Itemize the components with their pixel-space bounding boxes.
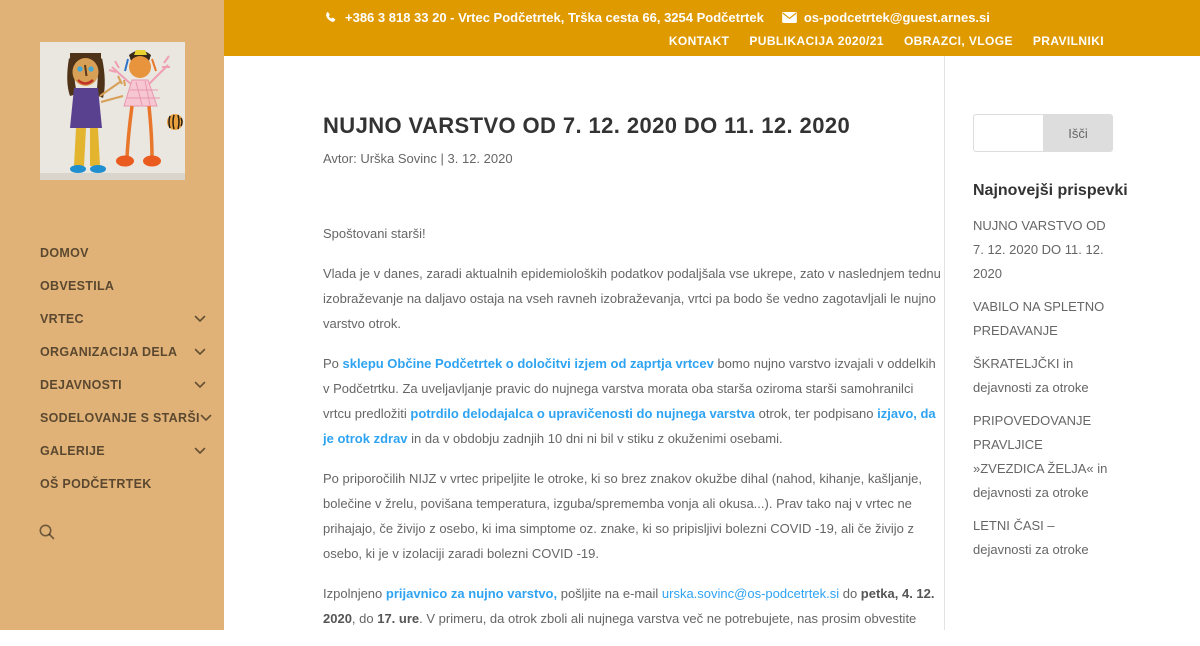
sidebar-item-organizacija-dela[interactable] (40, 345, 206, 359)
article-link[interactable]: potrdilo delodajalca o upravičenosti do nujnega varstva (410, 406, 755, 421)
article-link[interactable]: urska.sovinc@os-podcetrtek.si (661, 586, 840, 601)
article-text: in da v obdobju zadnjih 10 dni ni bil v stiku z okuženimi osebami. (407, 431, 783, 446)
phone-text: +386 3 818 33 20 - Vrtec Podčetrtek, Trška cesta 66, 3254 Podčetrtek (345, 10, 764, 25)
phone-icon (324, 11, 338, 25)
sidebar-item-label: VRTEC (40, 312, 84, 326)
topbar-nav-obrazci-vloge[interactable]: OBRAZCI, VLOGE (903, 34, 1013, 48)
chevron-down-icon[interactable] (194, 315, 206, 323)
article-text: Izpolnjeno (323, 586, 386, 601)
topbar-nav (669, 34, 1104, 48)
article-text: , do (351, 611, 378, 626)
search-input[interactable] (973, 114, 1043, 152)
recent-posts-list (973, 214, 1113, 562)
email-text: os-podcetrtek@guest.arnes.si (803, 10, 990, 25)
page-title: NUJNO VARSTVO OD 7. 12. 2020 DO 11. 12. 2020 (323, 113, 851, 138)
chevron-down-icon[interactable] (194, 381, 206, 389)
recent-post-link[interactable]: VABILO NA SPLETNO PREDAVANJE (973, 299, 1105, 338)
sidebar-item-galerije[interactable] (40, 444, 206, 458)
sidebar-item-label: SODELOVANJE S STARŠI (40, 411, 200, 425)
article-text: do (839, 586, 861, 601)
sidebar-item-label: ORGANIZACIJA DELA (40, 345, 178, 359)
phone-info (324, 10, 764, 25)
article-text: pošljite na e-mail (557, 586, 662, 601)
article-link[interactable]: sklepu Občine Podčetrtek o določitvi izjem od zaprtja vrtcev (342, 356, 714, 371)
article-bold-text: petka, 4. 12. 2020 (323, 586, 935, 626)
sidebar-item-dejavnosti[interactable] (40, 378, 206, 392)
article (323, 110, 943, 646)
sidebar-item-label: OŠ PODČETRTEK (40, 477, 152, 491)
post-meta: Avtor: Urška Sovinc | 3. 12. 2020 (323, 151, 513, 166)
sidebar-menu (40, 246, 206, 510)
sidebar-item-o-pod-etrtek[interactable] (40, 477, 206, 491)
article-bold-text: 17. ure (377, 611, 420, 626)
article-text: Vlada je v danes, zaradi aktualnih epidemioloških podatkov podaljšala vse ukrepe, zato v naslednjem tednu izobraževanje na daljavo ostaja na vseh ravneh izobraževanja, vrtci pa bodo še vedno zagotavljali le nujno varstvo otrok. (323, 266, 941, 331)
email-link[interactable] (782, 10, 990, 25)
site-logo[interactable] (40, 42, 185, 180)
sidebar-item-label: GALERIJE (40, 444, 105, 458)
article-paragraph (323, 221, 943, 246)
article-text: Po priporočilih NIJZ v vrtec pripeljite le otroke, ki so brez znakov okužbe dihal (nahod, kihanje, kašljanje, bolečine v žrelu, povišana temperatura, izguba/sprememba vonja ali okusa...). Prav tako naj v vrtec ne prihajajo, če živijo z osebo, ki ima simptome oz. znake, ki so pripisljivi bolezni COVID -19, ali če živijo z osebo, ki je v izolaciji zaradi bolezni COVID -19. (323, 471, 923, 561)
sidebar-item-label: OBVESTILA (40, 279, 115, 293)
article-body (323, 221, 943, 631)
sidebar-item-label: DEJAVNOSTI (40, 378, 122, 392)
article-text: otrok, ter podpisano (755, 406, 878, 421)
chevron-down-icon[interactable] (200, 414, 212, 422)
logo-image (40, 42, 185, 180)
topbar (224, 0, 1200, 56)
article-text: . V primeru, da otrok zboli ali nujnega varstva več ne potrebujete, nas prosim obvestite (419, 611, 917, 626)
sidebar-item-obvestila[interactable] (40, 279, 206, 293)
recent-post-link[interactable]: ŠKRATELJČKI in dejavnosti za otroke (973, 356, 1089, 395)
sidebar-item-vrtec[interactable] (40, 312, 206, 326)
search-box (973, 114, 1113, 152)
search-button[interactable]: Išči (1043, 114, 1113, 152)
recent-post-link[interactable]: PRIPOVEDOVANJE PRAVLJICE »ZVEZDICA ŽELJA« in dejavnosti za otroke (973, 413, 1108, 500)
article-text: bomo nujno varstvo izvajali v oddelkih v Podčetrtku. Za uveljavljanje pravic do nujnega varstva morata oba starša oziroma starši samohranilci vrtcu predložiti (323, 356, 936, 421)
recent-post-link[interactable]: NUJNO VARSTVO OD 7. 12. 2020 DO 11. 12. 2020 (973, 218, 1106, 281)
left-sidebar (0, 0, 224, 630)
article-text: Spoštovani starši! (323, 226, 426, 241)
article-paragraph (323, 351, 943, 451)
recent-posts-heading: Najnovejši prispevki (973, 182, 1128, 199)
sidebar-item-label: DOMOV (40, 246, 89, 260)
topbar-nav-publikacija-2020-21[interactable]: PUBLIKACIJA 2020/21 (749, 34, 884, 48)
article-link[interactable]: izjavo, da je otrok zdrav (323, 406, 936, 446)
article-paragraph (323, 261, 943, 336)
article-paragraph (323, 466, 943, 566)
topbar-nav-kontakt[interactable]: KONTAKT (668, 34, 730, 48)
chevron-down-icon[interactable] (194, 348, 206, 356)
article-text: Po (323, 356, 343, 371)
search-icon[interactable] (38, 523, 56, 541)
chevron-down-icon[interactable] (194, 447, 206, 455)
right-sidebar (973, 114, 1128, 571)
article-paragraph (323, 581, 943, 631)
article-link[interactable]: prijavnico za nujno varstvo, (385, 586, 558, 601)
topbar-nav-pravilniki[interactable]: PRAVILNIKI (1032, 34, 1104, 48)
mail-icon (782, 12, 797, 23)
sidebar-item-sodelovanje-s-star-i[interactable] (40, 411, 206, 425)
sidebar-item-domov[interactable] (40, 246, 206, 260)
topbar-contact-info (324, 10, 990, 25)
recent-post-link[interactable]: LETNI ČASI – dejavnosti za otroke (973, 518, 1089, 557)
content-sidebar-divider (944, 56, 945, 630)
